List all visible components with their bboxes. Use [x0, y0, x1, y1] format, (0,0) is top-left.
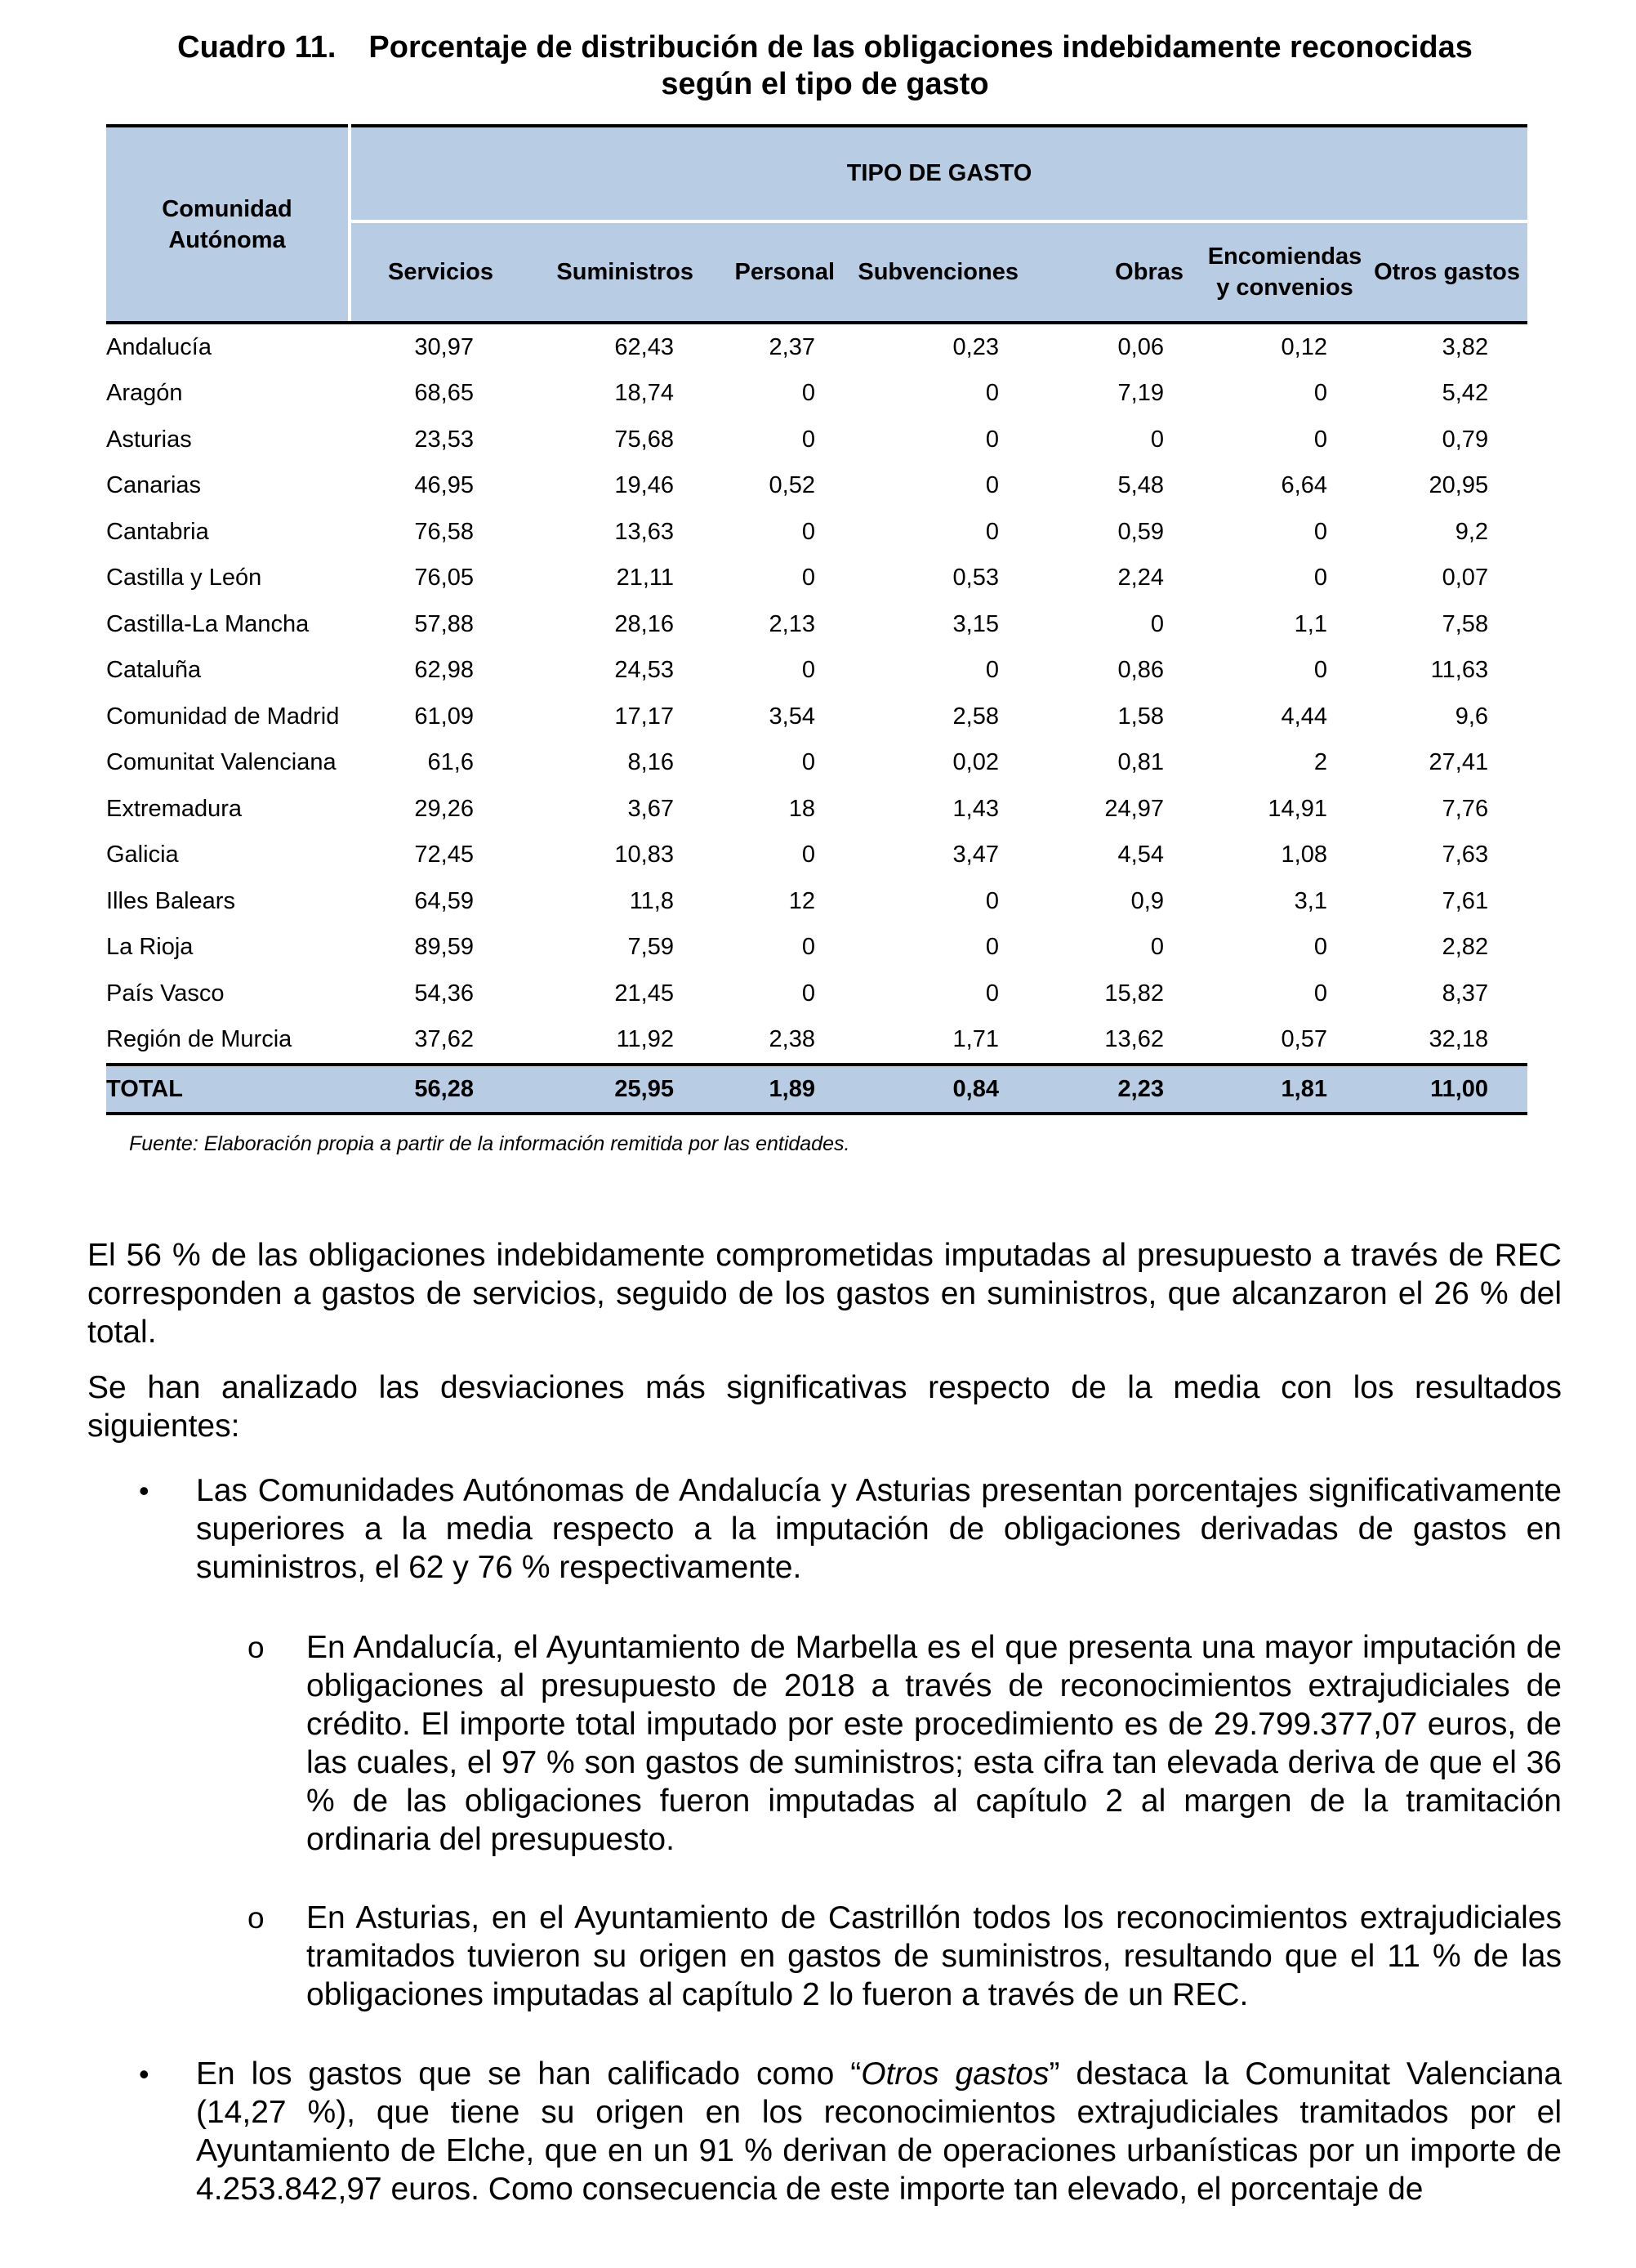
table-cell: 11,92 — [513, 1017, 713, 1065]
table-cell: 57,88 — [414, 610, 474, 637]
table-cell: 11,8 — [629, 887, 674, 914]
table-cell: 0 — [985, 887, 999, 914]
table-cell: 0 — [985, 426, 999, 453]
col-header-obras: Obras — [1038, 221, 1203, 323]
table-cell: 0,23 — [952, 333, 999, 360]
table-cell: 0 — [801, 518, 815, 545]
sub-bullet-marker: o — [247, 1631, 265, 1664]
table-cell: 10,83 — [614, 842, 674, 868]
table-cell: 76,05 — [414, 565, 474, 592]
bullet-2-text-before: En los gastos que se han calificado como “ — [196, 2056, 862, 2092]
expense-type-header: TIPO DE GASTO — [350, 126, 1527, 221]
table-cell: 2,13 — [769, 610, 815, 637]
sub-bullet-1-text: En Andalucía, el Ayuntamiento de Marbella es el que presenta una mayor imputación de obligaciones al presupuesto de 2018 a través de reconocimientos extrajudiciales de crédito. El importe total imputado por este procedimiento es de 29.799.377,07 euros, de las cuales, el 97 % son gastos de suministros; esta cifra tan elevada deriva de que el 36 % de las obligaciones fueron imputadas al capítulo 2 al margen de la tramitación ordinaria del presupuesto. — [306, 1630, 1562, 1857]
table-row — [106, 971, 1527, 1017]
table-cell: 8,16 — [627, 749, 674, 776]
table-cell: 7,19 — [1117, 380, 1164, 407]
table-cell: 0,02 — [952, 749, 999, 776]
table-cell: 7,63 — [1442, 842, 1489, 868]
table-cell: 0 — [1313, 426, 1327, 453]
table-cell: 2,24 — [1117, 565, 1164, 592]
table-cell: 0 — [1313, 380, 1327, 407]
table-cell: 1,1 — [1294, 610, 1327, 637]
table-cell: 64,59 — [414, 887, 474, 914]
col-header-encomiendas: Encomiendas y convenios — [1203, 221, 1366, 323]
table-cell: 27,41 — [1429, 749, 1489, 776]
col-header-suministros: Suministros — [513, 221, 713, 323]
bullet-2-text-italic: Otros gastos — [861, 2056, 1050, 2092]
table-caption — [106, 29, 1544, 103]
table-cell: 75,68 — [614, 426, 674, 453]
community-name: Extremadura — [106, 795, 243, 822]
table-cell: 12 — [788, 887, 815, 914]
community-name: La Rioja — [106, 934, 194, 961]
table-cell: 3,15 — [952, 610, 999, 637]
table-cell: 76,58 — [414, 518, 474, 545]
community-name: Región de Murcia — [106, 1017, 350, 1065]
table-cell: 7,76 — [1442, 795, 1489, 822]
community-name: Illes Balears — [106, 887, 235, 914]
table-cell: 5,42 — [1442, 380, 1489, 407]
community-header: Comunidad Autónoma — [106, 126, 350, 323]
col-header-personal: Personal — [713, 221, 854, 323]
table-cell: 9,2 — [1455, 518, 1489, 545]
table-cell: 1,71 — [854, 1017, 1038, 1065]
table-cell: 3,54 — [769, 703, 815, 730]
total-cell: 56,28 — [350, 1065, 513, 1114]
table-cell: 0 — [1313, 565, 1327, 592]
table-cell: 0,57 — [1203, 1017, 1366, 1065]
bullet-2-text-after: ” destaca la Comunitat Valenciana (14,27 %), que tiene su origen en los reconocimientos extrajudiciales tramitados por el Ayuntamiento de Elche, que en un 91 % derivan de operaciones urbanísticas por un importe de 4.253.842,97 euros. Como consecuencia de este importe tan elevado, el porcentaje de — [196, 2056, 1562, 2207]
table-cell: 7,59 — [627, 934, 674, 961]
table-cell: 17,17 — [614, 703, 674, 730]
community-name: Cantabria — [106, 518, 209, 545]
table-cell: 2,58 — [952, 703, 999, 730]
table-cell: 30,97 — [414, 333, 474, 360]
table-cell: 61,6 — [427, 749, 474, 776]
table-row — [106, 694, 1527, 740]
table-cell: 0 — [985, 380, 999, 407]
table-cell: 32,18 — [1366, 1017, 1527, 1065]
col-header-servicios: Servicios — [350, 221, 513, 323]
table-cell: 13,62 — [1038, 1017, 1203, 1065]
table-cell: 0 — [1313, 980, 1327, 1007]
table-row — [106, 463, 1527, 510]
table-cell: 0 — [801, 380, 815, 407]
table-cell: 0 — [801, 565, 815, 592]
total-cell: 11,00 — [1366, 1065, 1527, 1114]
table-row — [106, 323, 1527, 371]
table-cell: 6,64 — [1281, 472, 1327, 499]
table-cell: 11,63 — [1430, 657, 1489, 684]
table-cell: 7,58 — [1442, 610, 1489, 637]
table-cell: 0,9 — [1130, 887, 1164, 914]
total-row — [106, 1065, 1527, 1114]
table-cell: 1,58 — [1117, 703, 1164, 730]
community-name: Galicia — [106, 842, 179, 868]
table-cell: 19,46 — [614, 472, 674, 499]
table-cell: 3,82 — [1442, 333, 1489, 360]
table-cell: 2,82 — [1442, 934, 1489, 961]
table-cell: 0 — [985, 518, 999, 545]
caption-line-1 — [106, 29, 1544, 66]
table-cell: 54,36 — [414, 980, 474, 1007]
table-row — [106, 648, 1527, 694]
community-name: Cataluña — [106, 657, 202, 684]
community-name: Asturias — [106, 426, 192, 453]
table-row — [106, 556, 1527, 602]
table-cell: 13,63 — [614, 518, 674, 545]
caption-label: Cuadro 11. — [177, 30, 337, 65]
bullet-marker: • — [139, 2057, 149, 2091]
table-row — [106, 417, 1527, 463]
table-body — [106, 323, 1527, 1065]
table-cell: 7,61 — [1442, 887, 1489, 914]
community-name: Castilla y León — [106, 565, 262, 592]
table-cell: 2,37 — [769, 333, 815, 360]
table-cell: 0,06 — [1117, 333, 1164, 360]
table-cell: 21,11 — [616, 565, 674, 592]
table-row — [106, 1017, 1527, 1065]
table-row — [106, 878, 1527, 925]
table-cell: 0 — [1313, 657, 1327, 684]
distribution-table — [106, 124, 1527, 1115]
table-cell: 21,45 — [614, 980, 674, 1007]
table-cell: 2,38 — [713, 1017, 854, 1065]
table-cell: 0 — [1313, 934, 1327, 961]
table-cell: 0 — [801, 842, 815, 868]
community-name: Castilla-La Mancha — [106, 610, 310, 637]
table-row — [106, 601, 1527, 648]
table-cell: 0 — [801, 934, 815, 961]
table-cell: 0,81 — [1117, 749, 1164, 776]
table-cell: 0 — [1313, 518, 1327, 545]
caption-title-line-1: Porcentaje de distribución de las obligaciones indebidamente reconocidas — [368, 30, 1473, 65]
table-cell: 0,53 — [952, 565, 999, 592]
total-cell: 1,81 — [1203, 1065, 1366, 1114]
sub-bullet-2-text: En Asturias, en el Ayuntamiento de Castrillón todos los reconocimientos extrajudiciales tramitados tuvieron su origen en gastos de suministros, resultando que el 11 % de las obligaciones imputadas al capítulo 2 lo fueron a través de un REC. — [306, 1900, 1562, 2012]
table-cell: 1,08 — [1281, 842, 1327, 868]
table-row — [106, 509, 1527, 556]
col-header-otros-gastos: Otros gastos — [1366, 221, 1527, 323]
table-cell: 0,52 — [769, 472, 815, 499]
table-cell: 24,97 — [1104, 795, 1164, 822]
col-header-subvenciones: Subvenciones — [854, 221, 1038, 323]
table-cell: 23,53 — [414, 426, 474, 453]
table-cell: 18,74 — [614, 380, 674, 407]
table-cell: 4,54 — [1117, 842, 1164, 868]
table-cell: 0 — [801, 980, 815, 1007]
community-name: Aragón — [106, 380, 183, 407]
table-cell: 2 — [1313, 749, 1327, 776]
table-cell: 1,43 — [952, 795, 999, 822]
table-cell: 72,45 — [414, 842, 474, 868]
total-cell: 0,84 — [854, 1065, 1038, 1114]
table-row — [106, 740, 1527, 787]
table-cell: 0 — [1150, 610, 1164, 637]
table-cell: 0,59 — [1117, 518, 1164, 545]
table-cell: 8,37 — [1442, 980, 1489, 1007]
table-source-note: Fuente: Elaboración propia a partir de la información remitida por las entidades. — [129, 1132, 850, 1155]
table-row — [106, 833, 1527, 879]
table-cell: 89,59 — [414, 934, 474, 961]
sub-bullet-marker: o — [247, 1901, 265, 1935]
paragraph-2: Se han analizado las desviaciones más significativas respecto de la media con los resultados siguientes: — [87, 1370, 1562, 1444]
community-name: País Vasco — [106, 980, 225, 1007]
caption-title-line-2: según el tipo de gasto — [661, 67, 989, 101]
table-cell: 0,07 — [1442, 565, 1489, 592]
table-cell: 15,82 — [1104, 980, 1164, 1007]
table-cell: 0 — [1150, 934, 1164, 961]
table-cell: 9,6 — [1455, 703, 1489, 730]
table-cell: 28,16 — [614, 610, 674, 637]
table-row — [106, 786, 1527, 833]
total-cell: 25,95 — [513, 1065, 713, 1114]
community-name: Canarias — [106, 472, 202, 499]
table-cell: 0 — [801, 657, 815, 684]
table-cell: 0 — [801, 426, 815, 453]
total-label: TOTAL — [106, 1065, 350, 1114]
table-row — [106, 371, 1527, 417]
table-cell: 0 — [985, 657, 999, 684]
table-cell: 0 — [801, 749, 815, 776]
table-row — [106, 925, 1527, 971]
table-cell: 20,95 — [1429, 472, 1489, 499]
table-cell: 37,62 — [350, 1017, 513, 1065]
table-cell: 0 — [1150, 426, 1164, 453]
bullet-2-text — [196, 2055, 1562, 2208]
table-cell: 62,43 — [614, 333, 674, 360]
total-cell: 2,23 — [1038, 1065, 1203, 1114]
table-cell: 0 — [985, 934, 999, 961]
table-cell: 3,67 — [627, 795, 674, 822]
total-cell: 1,89 — [713, 1065, 854, 1114]
table-cell: 0 — [985, 980, 999, 1007]
bullet-1-text: Las Comunidades Autónomas de Andalucía y Asturias presentan porcentajes significativamente superiores a la media respecto a la imputación de obligaciones derivadas de gastos en suministros, el 62 y 76 % respectivamente. — [196, 1473, 1562, 1585]
community-name: Andalucía — [106, 333, 212, 360]
table-cell: 3,1 — [1294, 887, 1327, 914]
table-cell: 4,44 — [1281, 703, 1327, 730]
table-cell: 68,65 — [414, 380, 474, 407]
table-cell: 61,09 — [414, 703, 474, 730]
table-cell: 18 — [788, 795, 815, 822]
bullet-marker: • — [139, 1474, 149, 1507]
table-cell: 0,86 — [1117, 657, 1164, 684]
table-cell: 3,47 — [952, 842, 999, 868]
table-cell: 24,53 — [614, 657, 674, 684]
table-cell: 46,95 — [414, 472, 474, 499]
table-cell: 0,12 — [1281, 333, 1327, 360]
table-cell: 62,98 — [414, 657, 474, 684]
paragraph-1: El 56 % de las obligaciones indebidamente comprometidas imputadas al presupuesto a través de REC corresponden a gastos de servicios, seguido de los gastos en suministros, que alcanzaron el 26 % del total. — [87, 1238, 1562, 1350]
table-cell: 0 — [985, 472, 999, 499]
table-cell: 5,48 — [1117, 472, 1164, 499]
table-cell: 0,79 — [1442, 426, 1489, 453]
table-cell: 14,91 — [1268, 795, 1327, 822]
community-name: Comunitat Valenciana — [106, 749, 337, 776]
table-cell: 29,26 — [414, 795, 474, 822]
community-name: Comunidad de Madrid — [106, 703, 340, 730]
